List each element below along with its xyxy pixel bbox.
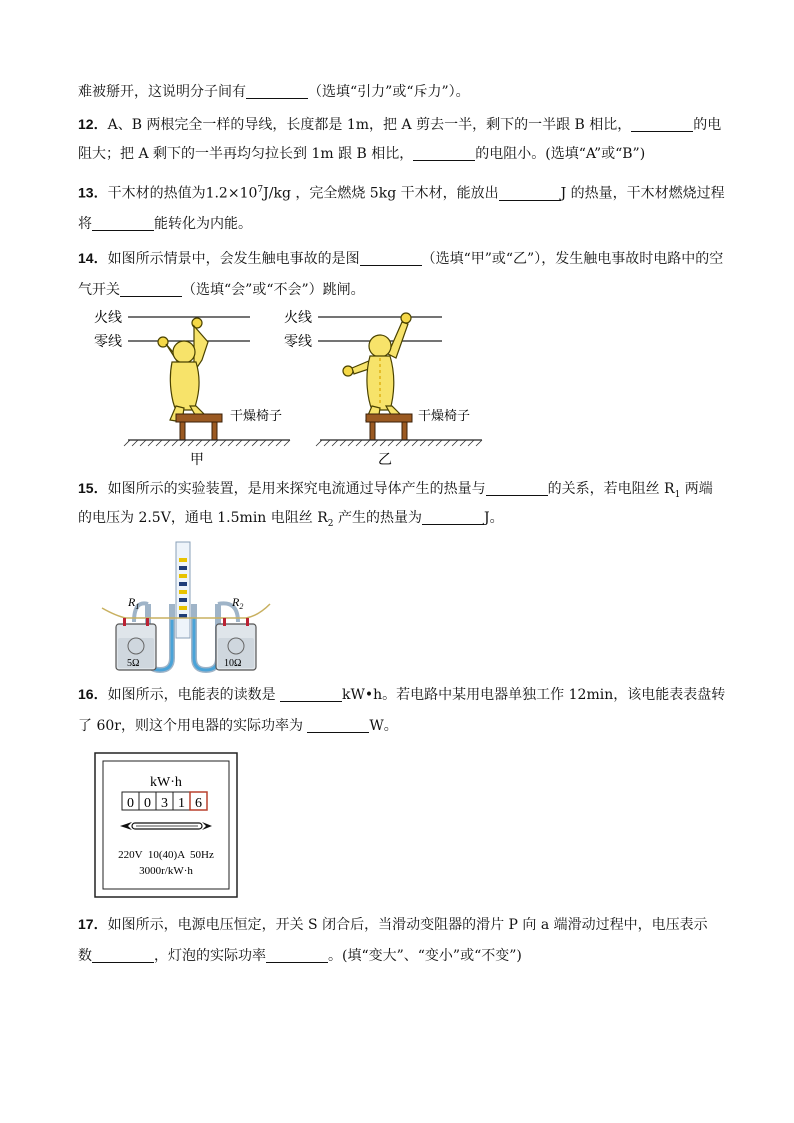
q13-line-2 (78, 214, 252, 234)
q15-text: 的电压为 2.5V，通电 1.5min 电阻丝 R (78, 510, 328, 526)
q14-blank-2[interactable] (120, 281, 182, 297)
q13-line-1 (78, 180, 725, 204)
q12-blank-2[interactable] (413, 145, 475, 161)
q13-blank-1[interactable] (499, 185, 561, 201)
stool-label-yi: 干燥椅子 (418, 409, 471, 424)
r2-label: $R_2$ (232, 595, 244, 611)
q16-text: 了 60r，则这个用电器的实际功率为 (78, 718, 308, 734)
q17-text: 。(填“变大”、“变小”或“不变”) (328, 948, 522, 964)
meter-spec-label: 220V 10(40)A 50Hz (118, 849, 214, 861)
live-wire-label: 火线 (94, 310, 122, 326)
neutral-wire-label: 零线 (94, 334, 122, 350)
q15-figure (96, 538, 276, 676)
q14-text: 气开关 (78, 282, 120, 298)
q17-text: ，灯泡的实际功率 (154, 948, 266, 964)
q13-text: J/kg ，完全燃烧 5kg 干木材，能放出 (263, 185, 499, 202)
ground-hatch-jia (124, 440, 290, 446)
ground-hatch-yi (316, 440, 482, 446)
meter-disc-arrow-icon (120, 822, 212, 830)
q14-text: （选填“甲”或“乙”），发生触电事故时电路中的空 (421, 251, 724, 267)
q15-blank-2[interactable] (422, 509, 484, 525)
q17-text: 如图所示，电源电压恒定，开关 S 闭合后，当滑动变阻器的滑片 P 向 a 端滑动过程中，电压表示 (107, 917, 708, 933)
q15-text: 如图所示的实验装置，是用来探究电流通过导体产生的热量与 (107, 481, 486, 497)
stool-jia (176, 414, 222, 440)
meter-digit-3: 3 (161, 796, 168, 811)
stool-yi (366, 414, 412, 440)
q12-text: 的电阻小。(选填“A”或“B”) (475, 146, 646, 162)
stool-label-jia: 干燥椅子 (230, 409, 283, 424)
q14-line-1 (78, 248, 723, 269)
meter-digits (122, 792, 207, 811)
person-jia (158, 318, 208, 422)
q15-text: 产生的热量为 (333, 510, 422, 526)
q13-text: J 的热量，干木材燃烧过程 (560, 185, 725, 202)
q13-blank-2[interactable] (92, 215, 154, 231)
q13-number: 13． (78, 184, 108, 201)
q14-number: 14． (78, 250, 108, 266)
q16-line-2 (78, 716, 398, 736)
q14-figure (90, 302, 490, 470)
q15-blank-1[interactable] (486, 480, 548, 496)
q15-text: 两端 (680, 481, 713, 497)
q15-line-1 (78, 478, 713, 505)
meter-digit-1: 0 (127, 796, 134, 811)
resistance-5-label: 5Ω (127, 658, 140, 669)
scene-jia (94, 309, 290, 468)
q16-blank-1[interactable] (280, 686, 342, 702)
u-tube-right (194, 604, 218, 670)
q13-text: 将 (78, 216, 92, 232)
live-wire-label-2: 火线 (284, 310, 312, 326)
q11-answer-blank[interactable] (246, 83, 308, 99)
meter-unit-label: kW·h (150, 775, 182, 790)
q13-text: 能转化为内能。 (154, 216, 252, 232)
q12-line-1 (78, 114, 721, 135)
q11-text: 难被掰开，这说明分子间有 (78, 84, 246, 100)
scene-yi (284, 309, 482, 468)
q16-text: W。 (369, 718, 398, 734)
q15-line-2 (78, 508, 504, 534)
electric-meter-figure (94, 752, 238, 898)
caption-jia: 甲 (190, 452, 204, 468)
q17-blank-1[interactable] (92, 947, 154, 963)
q13-text: 干木材的热值为1.2×10 (107, 185, 258, 202)
q12-number: 12． (78, 116, 108, 132)
q15-text: J。 (483, 510, 504, 526)
q17-number: 17． (78, 916, 108, 932)
q12-text: 的电 (693, 117, 722, 133)
q15-text: 的关系，若电阻丝 R (547, 481, 675, 497)
person-yi (343, 313, 411, 422)
q12-line-2 (78, 144, 645, 164)
caption-yi: 乙 (378, 452, 392, 468)
r2-subscript: 2 (327, 518, 334, 529)
q14-text: 如图所示情景中，会发生触电事故的是图 (107, 251, 360, 267)
q17-line-1 (78, 914, 708, 935)
q14-line-2 (78, 280, 365, 300)
q17-line-2 (78, 946, 522, 966)
meter-rate-label: 3000r/kW·h (139, 865, 193, 877)
q12-text: A、B 两根完全一样的导线，长度都是 1m，把 A 剪去一半，剩下的一半跟 B 相比， (107, 117, 632, 133)
resistance-10-label: 10Ω (224, 658, 242, 669)
q12-blank-1[interactable] (631, 116, 693, 132)
q11-line (78, 82, 470, 102)
q16-number: 16． (78, 686, 108, 702)
q17-blank-2[interactable] (266, 947, 328, 963)
q16-text: 如图所示，电能表的读数是 (107, 687, 281, 703)
neutral-wire-label-2: 零线 (284, 334, 312, 350)
q16-line-1 (78, 684, 725, 705)
q11-text-tail: （选填“引力”或“斥力”）。 (308, 84, 470, 100)
meter-digit-2: 0 (144, 796, 151, 811)
q13-exponent: 7 (257, 185, 264, 195)
q16-blank-2[interactable] (307, 717, 369, 733)
q12-text: 阻大；把 A 剩下的一半再均匀拉长到 1m 跟 B 相比， (78, 146, 414, 162)
q14-text: （选填“会”或“不会”）跳闸。 (182, 282, 365, 298)
meter-digit-decimal: 6 (195, 796, 202, 811)
r1-subscript: 1 (674, 489, 681, 500)
q14-blank-1[interactable] (360, 250, 422, 266)
meter-digit-4: 1 (178, 796, 185, 811)
q16-text: kW•h。若电路中某用电器单独工作 12min，该电能表表盘转 (342, 687, 726, 703)
r1-label: $R_1$ (128, 595, 140, 611)
q17-text: 数 (78, 948, 92, 964)
q15-number: 15． (78, 480, 108, 496)
